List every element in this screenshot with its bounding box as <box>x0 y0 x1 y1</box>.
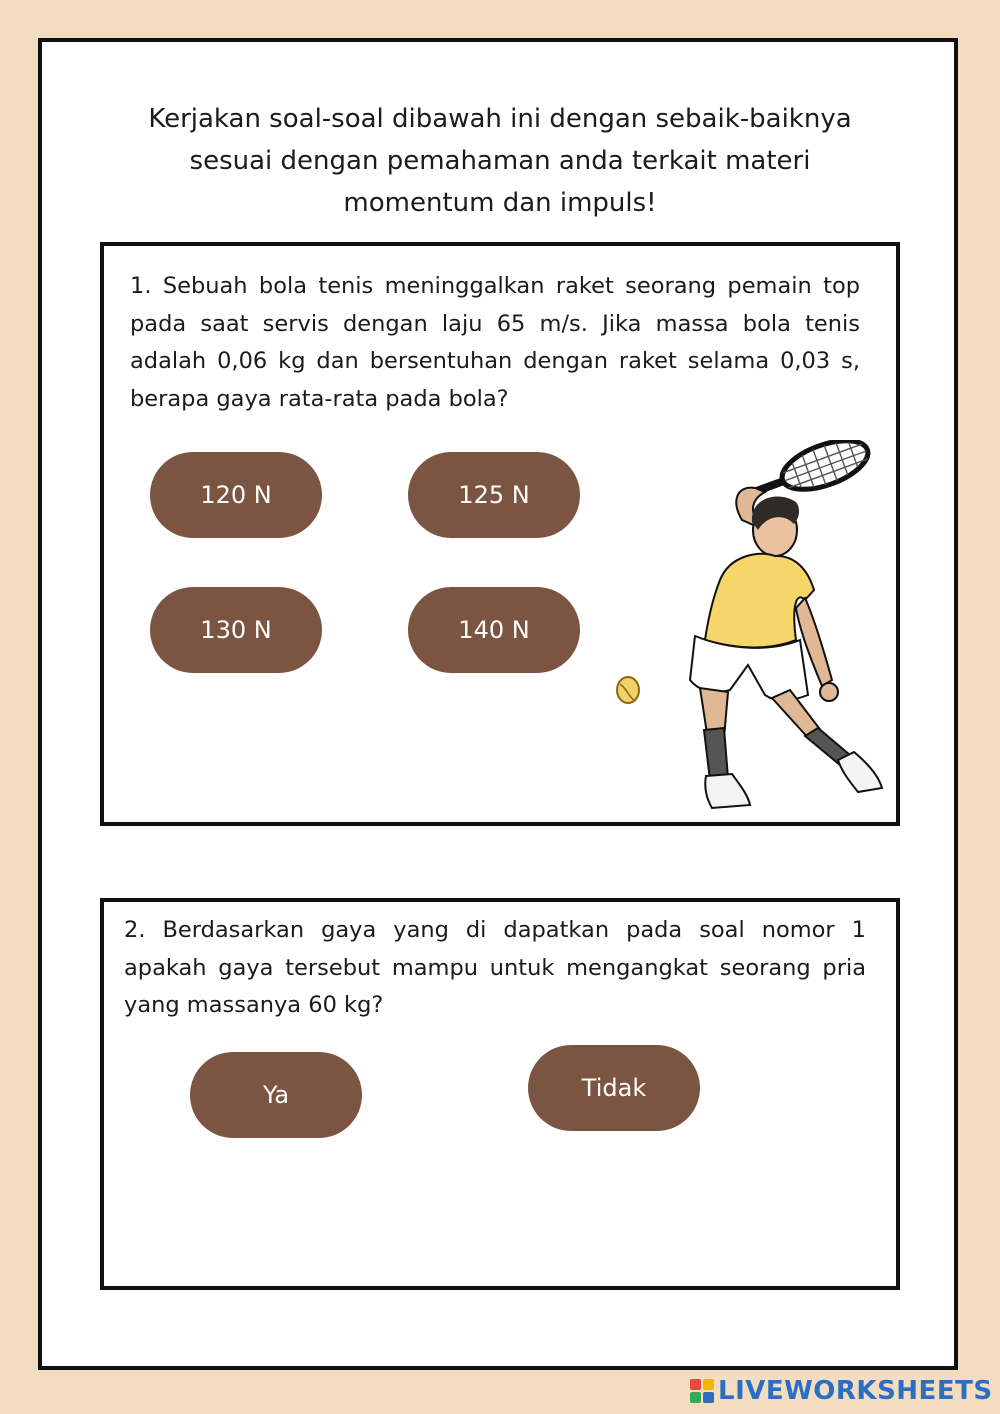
question-1-text: 1. Sebuah bola tenis meninggalkan raket seorang pemain top pada saat servis dengan laju 65 m/s. Jika massa bola tenis adalah 0,06 kg dan bersentuhan dengan raket selama 0,03 s, berapa gaya rata-rata pada bola? <box>130 273 860 412</box>
instruction-text: Kerjakan soal-soal dibawah ini dengan sebaik-baiknya sesuai dengan pemahaman anda terkait materi momentum dan impuls! <box>148 104 852 218</box>
option-label: 140 N <box>458 616 530 644</box>
brand-name: LIVEWORKSHEETS <box>718 1376 993 1406</box>
option-140n-button[interactable] <box>408 587 580 673</box>
option-label: 120 N <box>200 481 272 509</box>
liveworksheets-brand[interactable] <box>690 1374 993 1408</box>
option-125n-button[interactable] <box>408 452 580 538</box>
liveworksheets-logo-icon <box>690 1379 714 1403</box>
tennis-player-icon <box>600 440 890 820</box>
question-2-box <box>100 898 900 1290</box>
question-2-text: 2. Berdasarkan gaya yang di dapatkan pada soal nomor 1 apakah gaya tersebut mampu untuk mengangkat seorang pria yang massanya 60 kg? <box>124 917 866 1018</box>
option-label: 125 N <box>458 481 530 509</box>
option-label: Ya <box>262 1081 290 1109</box>
option-label: 130 N <box>200 616 272 644</box>
option-ya-button[interactable] <box>190 1052 362 1138</box>
option-120n-button[interactable] <box>150 452 322 538</box>
option-tidak-button[interactable] <box>528 1045 700 1131</box>
option-label: Tidak <box>581 1074 647 1102</box>
tennis-ball-icon <box>617 677 639 703</box>
option-130n-button[interactable] <box>150 587 322 673</box>
